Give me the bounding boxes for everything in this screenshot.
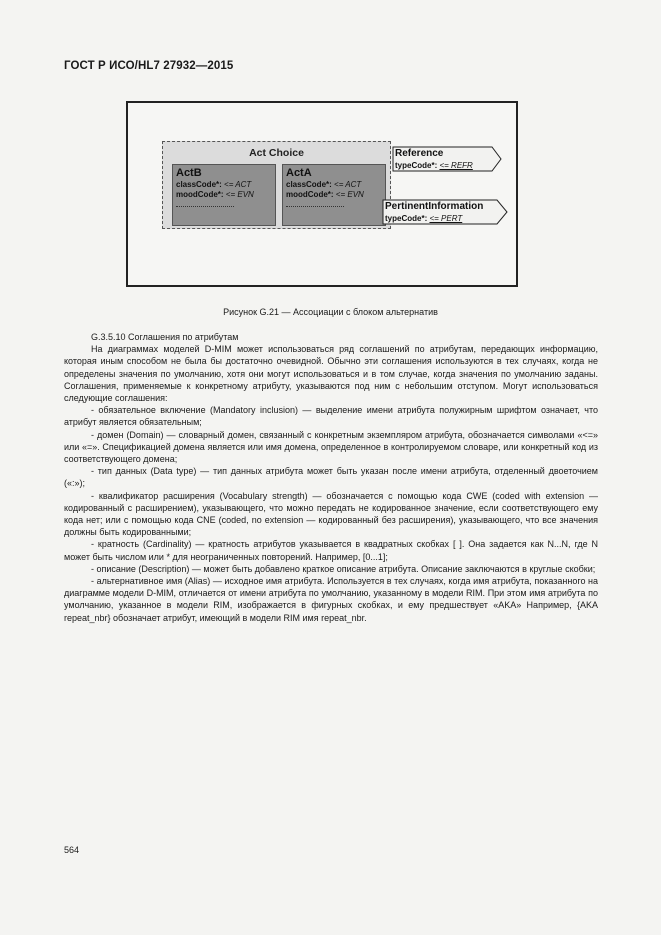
act-b-moodcode: moodCode*: <= EVN	[176, 190, 254, 199]
act-b-classcode: classCode*: <= ACT	[176, 180, 252, 189]
pertinent-typecode: typeCode*: <= PERT	[385, 214, 463, 223]
act-b-placeholder-line	[176, 206, 234, 207]
paragraph: - описание (Description) — может быть добавлено краткое описание атрибута. Описание заключаются в круглые скобки;	[91, 563, 596, 574]
paragraph: - домен (Domain) — словарный домен, связанный с конкретным экземпляром атрибута, обозначается символами «<=» или «=». Спецификацией домена является или имя домена, определенное в контролируемом словаре, или конкретный код из соответствующего домена;	[64, 429, 598, 465]
act-a-classcode: classCode*: <= ACT	[286, 180, 362, 189]
act-a-placeholder-line	[286, 206, 344, 207]
act-b-name: ActB	[176, 167, 202, 179]
paragraph: - обязательное включение (Mandatory inclusion) — выделение имени атрибута полужирным шрифтом означает, что атрибут является обязательным;	[64, 405, 598, 428]
paragraph: - кратность (Cardinality) — кратность атрибутов указывается в квадратных скобках [ ]. Она задается как N...N, где N может быть числом или * для неограниченных повторений. Например, [0...1];	[64, 539, 598, 562]
document-header: ГОСТ Р ИСО/HL7 27932—2015	[64, 60, 234, 72]
act-a-name: ActA	[286, 167, 312, 179]
paragraph: - альтернативное имя (Alias) — исходное имя атрибута. Используется в тех случаях, когда имя атрибута, показанного на диаграмме модели D-MIM, отличается от имени атрибута по умолчанию, указанному в модели RIM. При этом имя атрибута по умолчанию, указанное в модели RIM, изображается в фигурных скобках, и ему предшествует «AKA» Например, {AKA repeat_nbr} обозначает атрибут, имеющий в модели RIM имя repeat_nbr.	[64, 576, 598, 623]
pertinent-title: PertinentInformation	[385, 201, 484, 212]
act-a-class	[282, 164, 386, 226]
act-choice-title: Act Choice	[249, 147, 304, 159]
act-a-moodcode: moodCode*: <= EVN	[286, 190, 364, 199]
section-heading: G.3.5.10 Соглашения по атрибутам	[91, 332, 239, 342]
act-b-class	[172, 164, 276, 226]
reference-typecode: typeCode*: <= REFR	[395, 161, 473, 170]
page-number: 564	[64, 845, 80, 855]
figure-caption: Рисунок G.21 — Ассоциации с блоком альтернатив	[223, 307, 438, 317]
paragraph: - квалификатор расширения (Vocabulary strength) — обозначается с помощью кода CWE (coded with extension — кодированный с расширением), указывающего, что можно передать не кодированное значение, если соответствующего ему кода нет; или с помощью кода CNE (coded, no extension — кодированный без расширения), указывающего, что все значения должны быть кодированными;	[64, 490, 598, 538]
body-text	[64, 331, 598, 624]
reference-title: Reference	[395, 148, 444, 159]
paragraph: - тип данных (Data type) — тип данных атрибута может быть указан после имени атрибута, отделенный двоеточием («:»);	[64, 466, 598, 489]
pertinent-information-association	[382, 199, 508, 225]
reference-association	[392, 146, 502, 172]
paragraph: На диаграммах моделей D-MIM может использоваться ряд соглашений по атрибутам, передающих информацию, которая иным способом не была бы достаточно очевидной. Обычно эти соглашения используются в тех случаях, когда не определены значения по умолчанию, хотя они могут использоваться и в том случае, когда значения по умолчанию заданы. Соглашения, применяемые к конкретному атрибуту, указываются под ним с небольшим отступом. Могут использоваться следующие соглашения:	[64, 344, 598, 404]
